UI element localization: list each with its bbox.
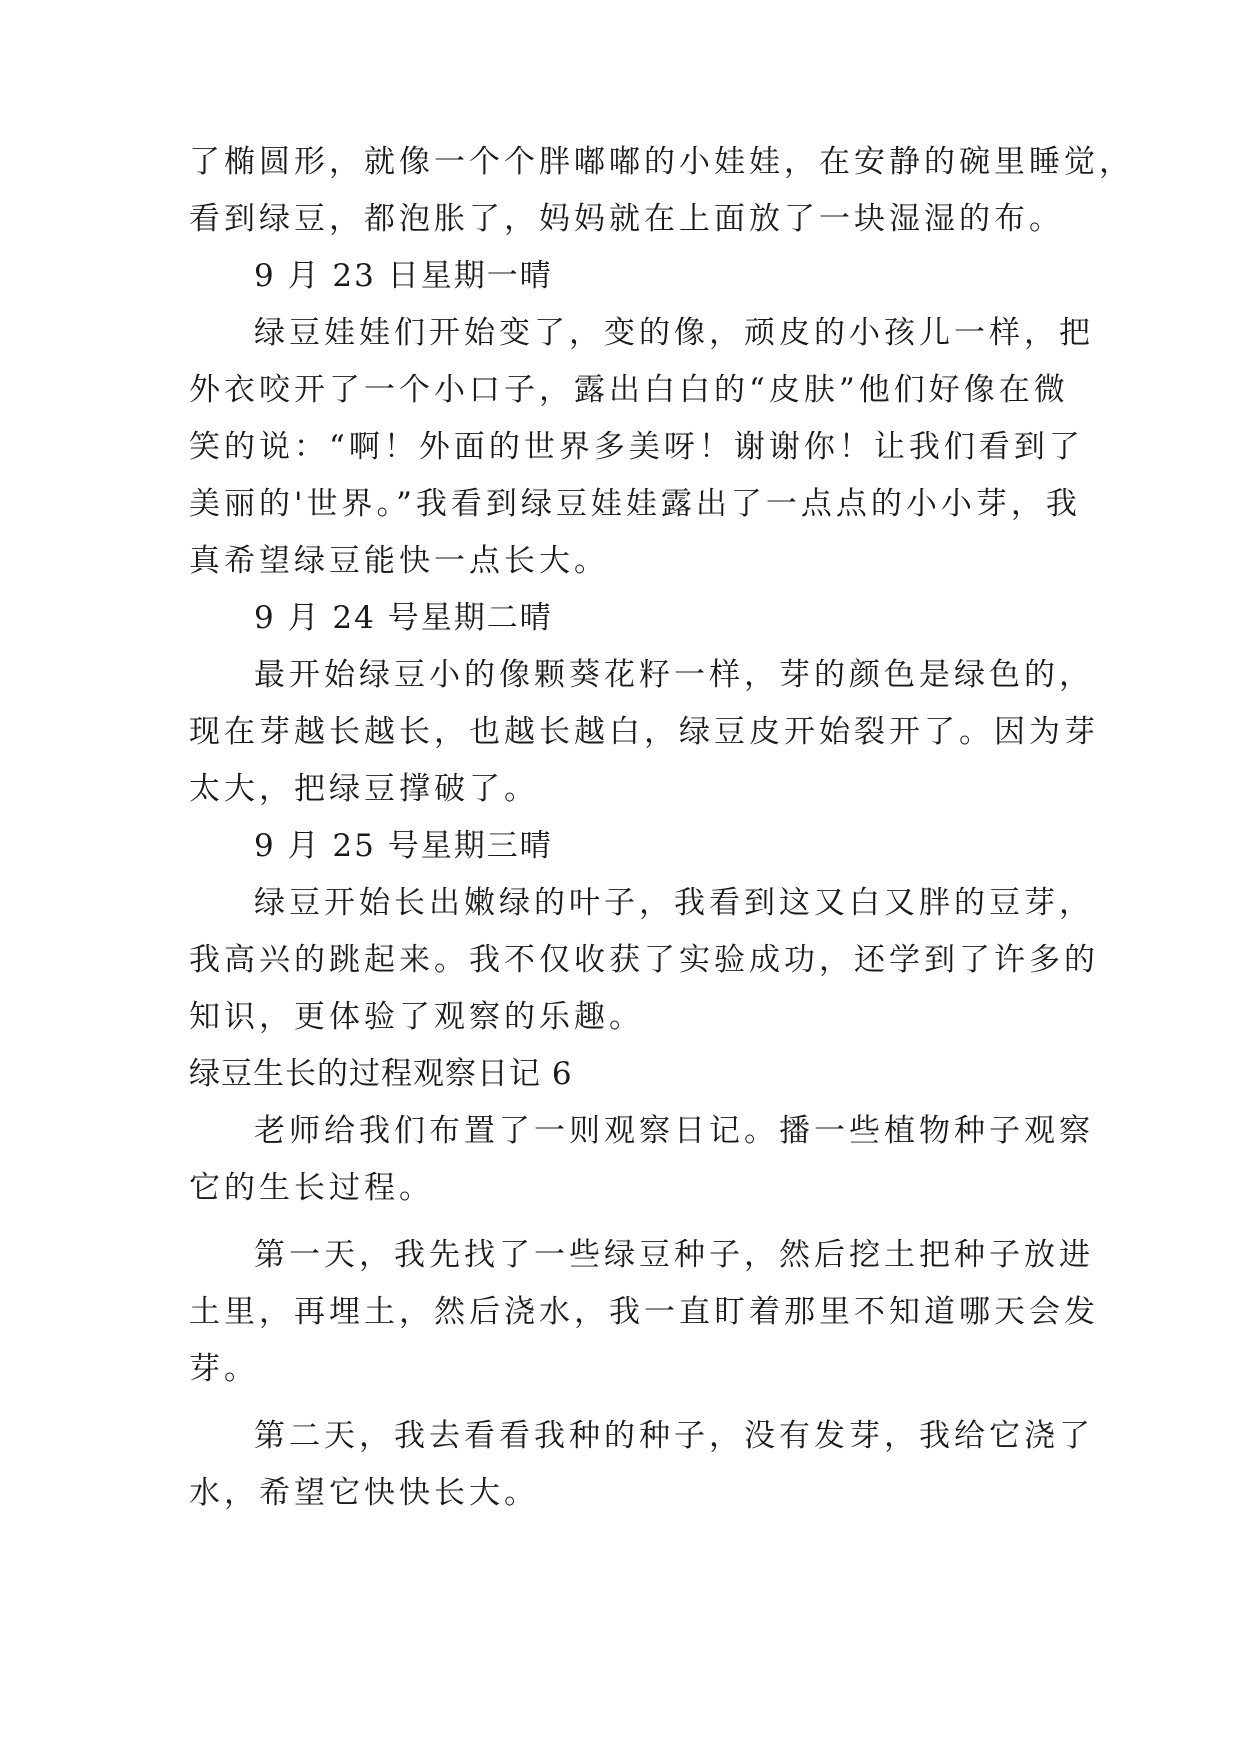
date-heading: 9 月 25 号星期三晴 (254, 828, 553, 864)
date-heading: 9 月 24 号星期二晴 (254, 600, 553, 636)
text-line: 美丽的'世界。”我看到绿豆娃娃露出了一点点的小小芽，我 (189, 486, 1081, 522)
text-line: 看到绿豆，都泡胀了，妈妈就在上面放了一块湿湿的布。 (189, 201, 1064, 237)
text-line: 知识，更体验了观察的乐趣。 (189, 999, 644, 1035)
section-title: 绿豆生长的过程观察日记 6 (189, 1056, 573, 1092)
text-line: 绿豆开始长出嫩绿的叶子，我看到这又白又胖的豆芽， (254, 885, 1094, 921)
text-line: 水，希望它快快长大。 (189, 1475, 539, 1511)
text-line: 土里，再埋土，然后浇水，我一直盯着那里不知道哪天会发 (189, 1294, 1099, 1330)
text-line: 绿豆娃娃们开始变了，变的像，顽皮的小孩儿一样，把 (254, 315, 1094, 351)
text-line: 真希望绿豆能快一点长大。 (189, 543, 609, 579)
text-line: 笑的说：“啊！外面的世界多美呀！谢谢你！让我们看到了 (189, 429, 1084, 465)
text-line: 老师给我们布置了一则观察日记。播一些植物种子观察 (254, 1113, 1094, 1149)
text-line: 它的生长过程。 (189, 1170, 434, 1206)
date-heading: 9 月 23 日星期一晴 (254, 258, 553, 294)
text-line: 外衣咬开了一个小口子，露出白白的“皮肤”他们好像在微 (189, 372, 1069, 408)
text-line: 第二天，我去看看我种的种子，没有发芽，我给它浇了 (254, 1418, 1094, 1454)
text-line: 现在芽越长越长，也越长越白，绿豆皮开始裂开了。因为芽 (189, 714, 1099, 750)
text-line: 了椭圆形，就像一个个胖嘟嘟的小娃娃，在安静的碗里睡觉， (189, 144, 1134, 180)
text-line: 我高兴的跳起来。我不仅收获了实验成功，还学到了许多的 (189, 942, 1099, 978)
text-line: 第一天，我先找了一些绿豆种子，然后挖土把种子放进 (254, 1237, 1094, 1273)
text-line: 芽。 (189, 1351, 259, 1387)
text-line: 最开始绿豆小的像颗葵花籽一样，芽的颜色是绿色的， (254, 657, 1094, 693)
text-line: 太大，把绿豆撑破了。 (189, 771, 539, 807)
